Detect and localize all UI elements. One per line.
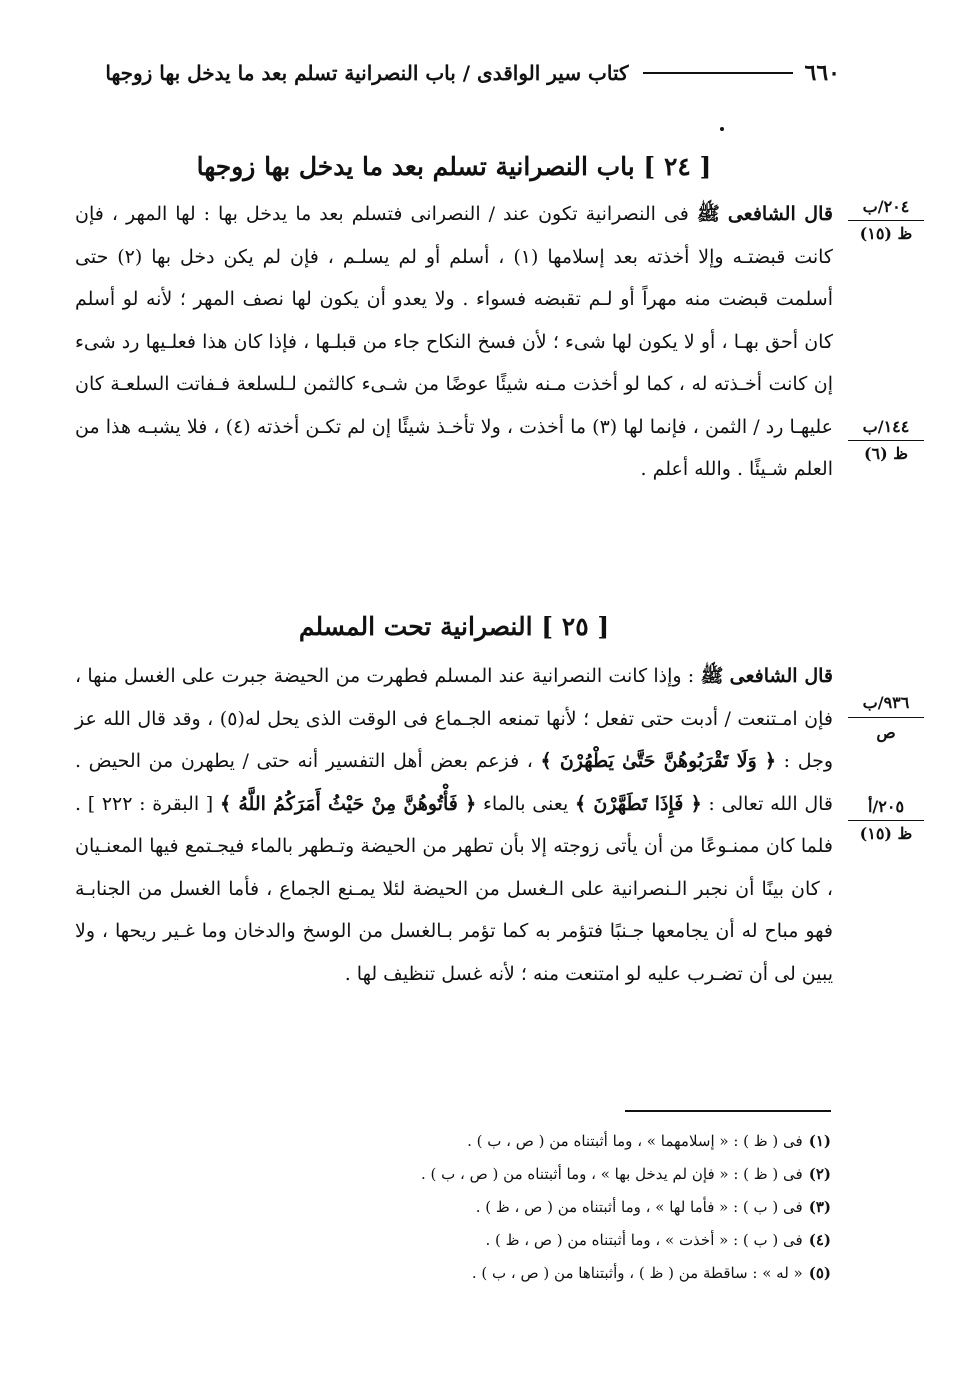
body-text: فى النصرانية تكون عند / النصرانى فتسلم بعد ما يدخل بها : لها المهر ، فإن كانت قبضتـه وإلا أخذته بعد إسلامها (١) ، أسلم أو لم يسلـم ، فإن لم يكن دخل بها (٢) حتى أسلمت قبضت منه مهراً أو لـم تقبضه فسواء . ولا يعدو أن يكون لها نصف المهر ؛ لأنه لو أسلم كان أحق بهـا ، أو لا يكون لها شىء ؛ لأن فسخ النكاح جاء من قبلـها ، فإذا كان هذا فعلـيها رد شىء إن كانت أخـذته له ، كما لو أخذت مـنه شيئًا عوضًا من شـىء كالثمن لـلسلعة فـفاتت السلعـة كان عليهـا رد / الثمن ، فإنما لها (٣) ما أخذت ، ولا تأخـذ شيئًا إن لم تكـن أخذته (٤) ، فلا يشبـه هذا من العلم شـيئًا . والله أعلم . <box>75 203 833 480</box>
margin-siglum <box>848 196 924 245</box>
footnote-number: (٣) <box>808 1198 831 1216</box>
page-number: ٦٦٠ <box>804 60 840 86</box>
margin-siglum <box>848 416 924 465</box>
manuscript-ref: ظ (٦) <box>848 440 924 465</box>
manuscript-ref: ظ (١٥) <box>848 820 924 845</box>
footnote-text: « له » : ساقطة من ( ظ ) ، وأثبتناها من ( ص ، ب ) . <box>471 1264 803 1282</box>
quran-verse: ﴿ فَأْتُوهُنَّ مِنْ حَيْثُ أَمَرَكُمُ اللَّهُ ﴾ <box>219 792 477 815</box>
running-title: كتاب سير الواقدى / باب النصرانية تسلم بعد ما يدخل بها زوجها <box>105 61 629 85</box>
footnotes <box>300 1125 831 1290</box>
folio-ref: ٢٠٤/ب <box>862 197 910 216</box>
folio-ref: ٢٠٥/أ <box>867 797 905 816</box>
footnote-text: فى ( ب ) : « أخذت » ، وما أثبتناه من ( ص ، ظ ) . <box>485 1231 803 1249</box>
footnote-separator <box>625 1110 831 1112</box>
footnote-text: فى ( ظ ) : « فإن لم يدخل بها » ، وما أثبتناه من ( ص ، ب ) . <box>420 1165 803 1183</box>
honorific-glyph: ﷺ <box>700 665 724 687</box>
footnote-number: (٢) <box>808 1165 831 1183</box>
manuscript-ref: ص <box>876 723 896 742</box>
manuscript-ref: ظ (١٥) <box>848 220 924 245</box>
section-25 <box>75 612 833 995</box>
footnote-number: (٤) <box>808 1231 831 1249</box>
body-text: ، فزعم بعض أهل التفسير أنه حتى / يطهرن من الحيض . قال الله تعالى : <box>75 750 833 815</box>
footnote-text: فى ( ظ ) : « إسلامهما » ، وما أثبتناه من ( ص ، ب ) . <box>467 1132 803 1150</box>
section-heading: [ ٢٤ ] باب النصرانية تسلم بعد ما يدخل بها زوجها <box>196 152 712 181</box>
quran-verse: ﴿ فَإِذَا تَطَهَّرْنَ ﴾ <box>574 792 702 815</box>
speaker-label: قال الشافعى <box>729 665 833 687</box>
section-body <box>75 655 833 995</box>
running-header <box>40 55 840 91</box>
section-heading: [ ٢٥ ] النصرانية تحت المسلم <box>298 612 610 641</box>
body-text: [ البقرة : ٢٢٢ ] . فلما كان ممنـوعًا من أن يأتى زوجته إلا بأن تطهر من الحيضة وتـطهر بالماء فيجـتمع فيها المعنـيان ، كان بينًا أن نجبر الـنصرانية على الـغسل من الحيضة لئلا يمـنع الجماع ، فأما الغسل من الجنابـة فهو مباح له أن يجامعها جـنبًا فتؤمر به كما تؤمر بـالغسل من الوسخ والدخان وما غـير ريحها ، ولا يبين لى أن تضـرب عليه لو امتنعت منه ؛ لأنه غسل تنظيف لها . <box>75 792 833 985</box>
quran-verse: ﴿ وَلَا تَقْرَبُوهُنَّ حَتَّىٰ يَطْهُرْنَ ﴾ <box>540 750 777 772</box>
section-body <box>75 193 833 491</box>
footnote-text: فى ( ب ) : « فأما لها » ، وما أثبتناه من ( ص ، ظ ) . <box>475 1198 803 1216</box>
footnote <box>300 1257 831 1290</box>
section-24 <box>75 152 833 491</box>
footnote-number: (١) <box>808 1132 831 1150</box>
footnote-number: (٥) <box>808 1264 831 1282</box>
margin-siglum <box>848 692 924 744</box>
margin-siglum <box>848 796 924 845</box>
footnote <box>300 1125 831 1158</box>
print-speck <box>720 127 724 131</box>
body-text: : وإذا كانت النصرانية عند المسلم فطهرت من الحيضة جبرت على الغسل منها ، فإن امـتنعت / أدبت حتى تفعل ؛ لأنها تمنعه الجـماع فى الوقت الذى يحل له(٥) ، وقد قال الله عز وجل : <box>75 665 834 772</box>
folio-ref: ١٤٤/ب <box>862 417 910 436</box>
footnote <box>300 1158 831 1191</box>
footnote <box>300 1191 831 1224</box>
body-text: يعنى بالماء <box>476 792 569 815</box>
honorific-glyph: ﷺ <box>696 203 720 225</box>
footnote <box>300 1224 831 1257</box>
header-rule <box>643 72 793 74</box>
speaker-label: قال الشافعى <box>727 203 833 225</box>
folio-ref: ٩٣٦/ب <box>848 692 924 718</box>
